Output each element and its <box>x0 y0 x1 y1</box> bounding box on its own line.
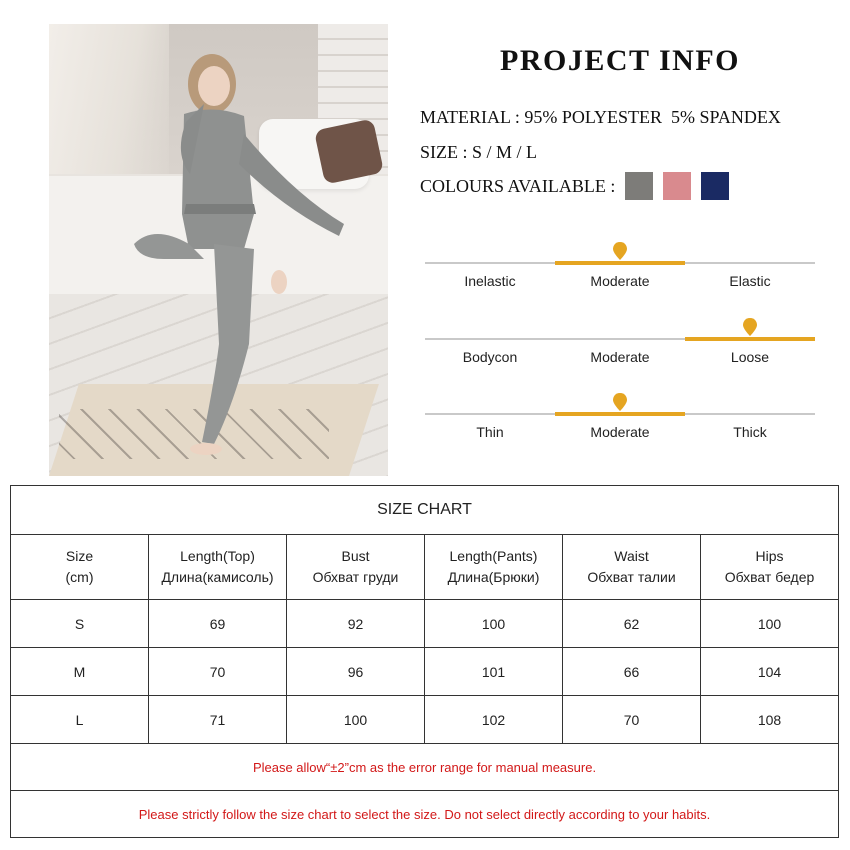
column-header <box>11 535 149 600</box>
scale-label-inelastic: Inelastic <box>464 273 516 289</box>
location-pin-icon <box>613 393 627 411</box>
project-info-title: PROJECT INFO <box>500 44 740 77</box>
header-line1: Bust <box>341 548 370 564</box>
scale-label-moderate: Moderate <box>590 349 650 365</box>
table-cell: 66 <box>563 648 701 696</box>
scale-label-loose: Loose <box>730 349 770 365</box>
column-header <box>149 535 287 600</box>
table-cell: 70 <box>563 696 701 744</box>
header-line1: Length(Top) <box>180 548 255 564</box>
header-line2: Обхват талии <box>587 569 676 585</box>
table-cell: 70 <box>149 648 287 696</box>
scale-bodycon-loose <box>425 318 815 388</box>
scale-label-thick: Thick <box>733 424 767 440</box>
scale-label-moderate: Moderate <box>590 424 650 440</box>
header-line2: Длина(Брюки) <box>447 569 540 585</box>
header-line1: Hips <box>755 548 784 564</box>
colours-row <box>420 172 729 200</box>
header-line1: Waist <box>614 548 649 564</box>
table-cell: S <box>11 600 149 648</box>
header-line1: Length(Pants) <box>449 548 538 564</box>
table-cell: 62 <box>563 600 701 648</box>
location-pin-icon <box>743 318 757 336</box>
size-chart-header-row <box>11 535 839 600</box>
scale-label-thin: Thin <box>476 424 504 440</box>
column-header <box>563 535 701 600</box>
table-cell: 108 <box>701 696 839 744</box>
scale-selected-segment <box>555 412 685 416</box>
column-header <box>701 535 839 600</box>
scale-inelastic-elastic <box>425 242 815 312</box>
table-cell: 69 <box>149 600 287 648</box>
header-line1: Size <box>65 548 94 564</box>
product-photo <box>49 24 388 476</box>
scale-label-moderate: Moderate <box>590 273 650 289</box>
table-cell: 100 <box>287 696 425 744</box>
table-cell: 92 <box>287 600 425 648</box>
table-row <box>11 696 839 744</box>
size-chart-caption: SIZE CHART <box>11 486 839 535</box>
model-figure <box>94 44 344 464</box>
size-selection-note: Please strictly follow the size chart to select the size. Do not select directly according to your habits. <box>11 791 839 838</box>
header-line2: Обхват груди <box>312 569 399 585</box>
header-line2: Длина(камисоль) <box>161 569 274 585</box>
size-text: SIZE : S / M / L <box>420 142 538 162</box>
table-cell: 104 <box>701 648 839 696</box>
table-cell: M <box>11 648 149 696</box>
table-cell: 100 <box>701 600 839 648</box>
column-header <box>287 535 425 600</box>
table-row <box>11 648 839 696</box>
table-row <box>11 600 839 648</box>
table-cell: 101 <box>425 648 563 696</box>
column-header <box>425 535 563 600</box>
material-text: MATERIAL : 95% POLYESTER 5% SPANDEX <box>420 107 781 127</box>
table-cell: 102 <box>425 696 563 744</box>
header-line2: Обхват бедер <box>724 569 815 585</box>
header-line2: (cm) <box>65 569 94 585</box>
table-cell: 71 <box>149 696 287 744</box>
colour-swatch-pink[interactable] <box>663 172 691 200</box>
size-chart-table <box>10 485 839 838</box>
scale-label-elastic: Elastic <box>729 273 771 289</box>
error-range-note: Please allow“±2”cm as the error range for manual measure. <box>11 744 839 791</box>
scale-label-bodycon: Bodycon <box>462 349 518 365</box>
scale-thin-thick <box>425 393 815 463</box>
colours-label: COLOURS AVAILABLE : <box>420 175 616 196</box>
table-cell: 100 <box>425 600 563 648</box>
scale-selected-segment <box>555 261 685 265</box>
table-cell: L <box>11 696 149 744</box>
table-cell: 96 <box>287 648 425 696</box>
scale-selected-segment <box>685 337 815 341</box>
colour-swatch-navy[interactable] <box>701 172 729 200</box>
location-pin-icon <box>613 242 627 260</box>
colour-swatch-grey[interactable] <box>625 172 653 200</box>
